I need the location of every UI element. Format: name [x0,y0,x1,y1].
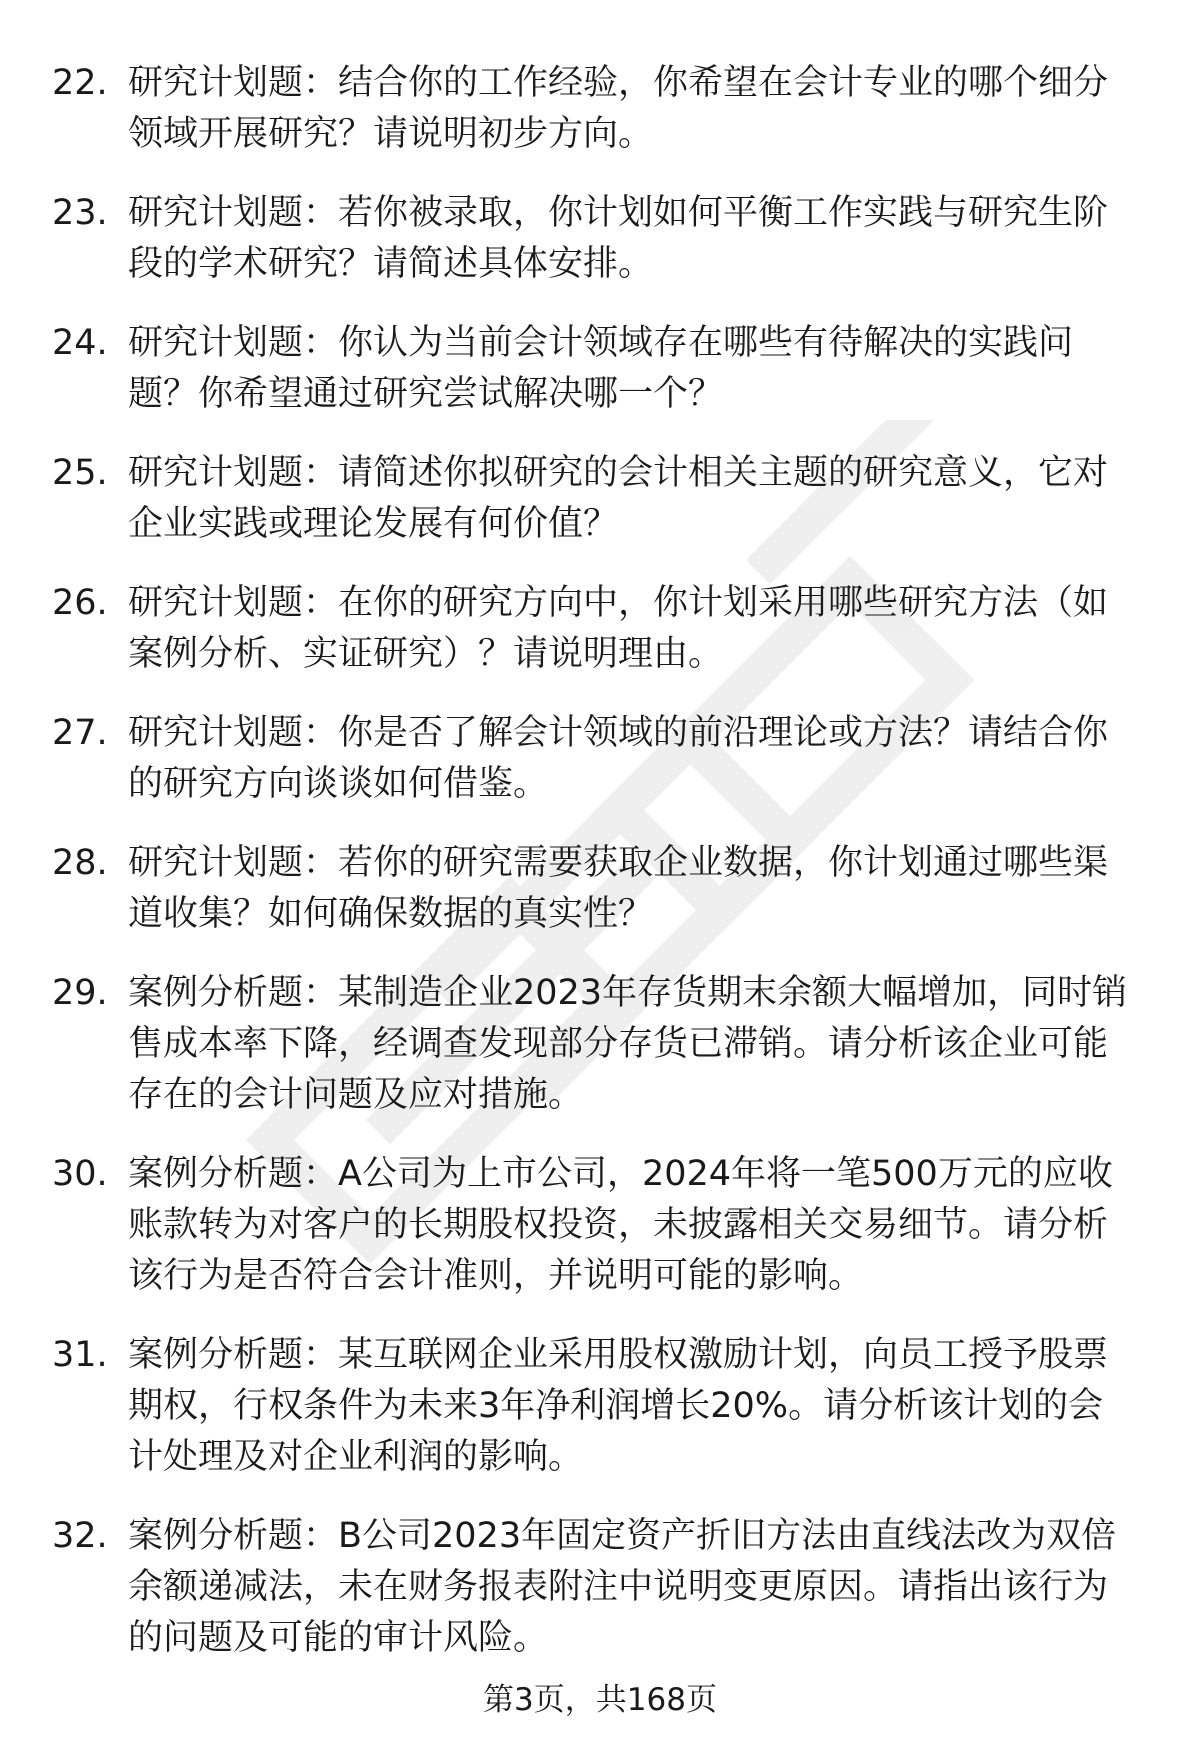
question-text-line: 题？你希望通过研究尝试解决哪一个？ [128,374,724,414]
question-item-27 [0,708,1200,838]
question-number: 26. [52,583,108,623]
question-text-line: 企业实践或理论发展有何价值？ [128,504,619,544]
page-number: 第3页，共168页 [483,1682,717,1718]
question-item-32 [0,1511,1200,1692]
question-text-line: 该行为是否符合会计准则，并说明可能的影响。 [128,1256,864,1296]
question-text-line: 售成本率下降，经调查发现部分存货已滞销。请分析该企业可能 [128,1024,1109,1064]
question-item-23 [0,188,1200,318]
question-item-22 [0,58,1200,188]
question-text-line: 领域开展研究？请说明初步方向。 [128,114,654,154]
question-number: 28. [52,843,108,883]
question-text-line: 案例分析题：A公司为上市公司，2024年将一笔500万元的应收 [128,1154,1113,1194]
question-number: 23. [52,193,108,233]
question-text-line: 研究计划题：你是否了解会计领域的前沿理论或方法？请结合你 [128,713,1109,753]
question-text-line: 道收集？如何确保数据的真实性？ [128,894,654,934]
question-item-28 [0,838,1200,968]
question-text-line: 案例分析题：某制造企业2023年存货期末余额大幅增加，同时销 [128,973,1128,1013]
question-text-line: 计处理及对企业利润的影响。 [128,1437,584,1477]
question-text-line: 的研究方向谈谈如何借鉴。 [128,764,549,804]
question-item-29 [0,968,1200,1149]
question-number: 31. [52,1335,108,1375]
question-item-26 [0,578,1200,708]
question-item-25 [0,448,1200,578]
question-text-line: 账款转为对客户的长期股权投资，未披露相关交易细节。请分析 [128,1205,1109,1245]
question-number: 32. [52,1516,108,1556]
question-text-line: 期权，行权条件为未来3年净利润增长20%。请分析该计划的会 [128,1386,1104,1426]
question-text-line: 的问题及可能的审计风险。 [128,1618,549,1658]
question-text-line: 研究计划题：结合你的工作经验，你希望在会计专业的哪个细分 [128,63,1109,103]
question-text-line: 研究计划题：若你被录取，你计划如何平衡工作实践与研究生阶 [128,193,1109,233]
question-number: 25. [52,453,108,493]
question-item-31 [0,1330,1200,1511]
question-text-line: 研究计划题：你认为当前会计领域存在哪些有待解决的实践问 [128,323,1074,363]
question-text-line: 存在的会计问题及应对措施。 [128,1075,584,1115]
question-item-30 [0,1149,1200,1330]
question-text-line: 案例分析题：B公司2023年固定资产折旧方法由直线法改为双倍 [128,1516,1117,1556]
question-text-line: 研究计划题：请简述你拟研究的会计相关主题的研究意义，它对 [128,453,1109,493]
question-number: 30. [52,1154,108,1194]
question-number: 29. [52,973,108,1013]
question-text-line: 研究计划题：在你的研究方向中，你计划采用哪些研究方法（如 [128,583,1109,623]
question-text-line: 余额递减法，未在财务报表附注中说明变更原因。请指出该行为 [128,1567,1109,1607]
question-text-line: 案例分析题：某互联网企业采用股权激励计划，向员工授予股票 [128,1335,1109,1375]
question-list [0,58,1200,1692]
question-text-line: 案例分析、实证研究）？请说明理由。 [128,634,724,674]
question-text-line: 段的学术研究？请简述具体安排。 [128,244,654,284]
question-number: 24. [52,323,108,363]
question-text-line: 研究计划题：若你的研究需要获取企业数据，你计划通过哪些渠 [128,843,1109,883]
question-number: 27. [52,713,108,753]
question-item-24 [0,318,1200,448]
question-number: 22. [52,63,108,103]
